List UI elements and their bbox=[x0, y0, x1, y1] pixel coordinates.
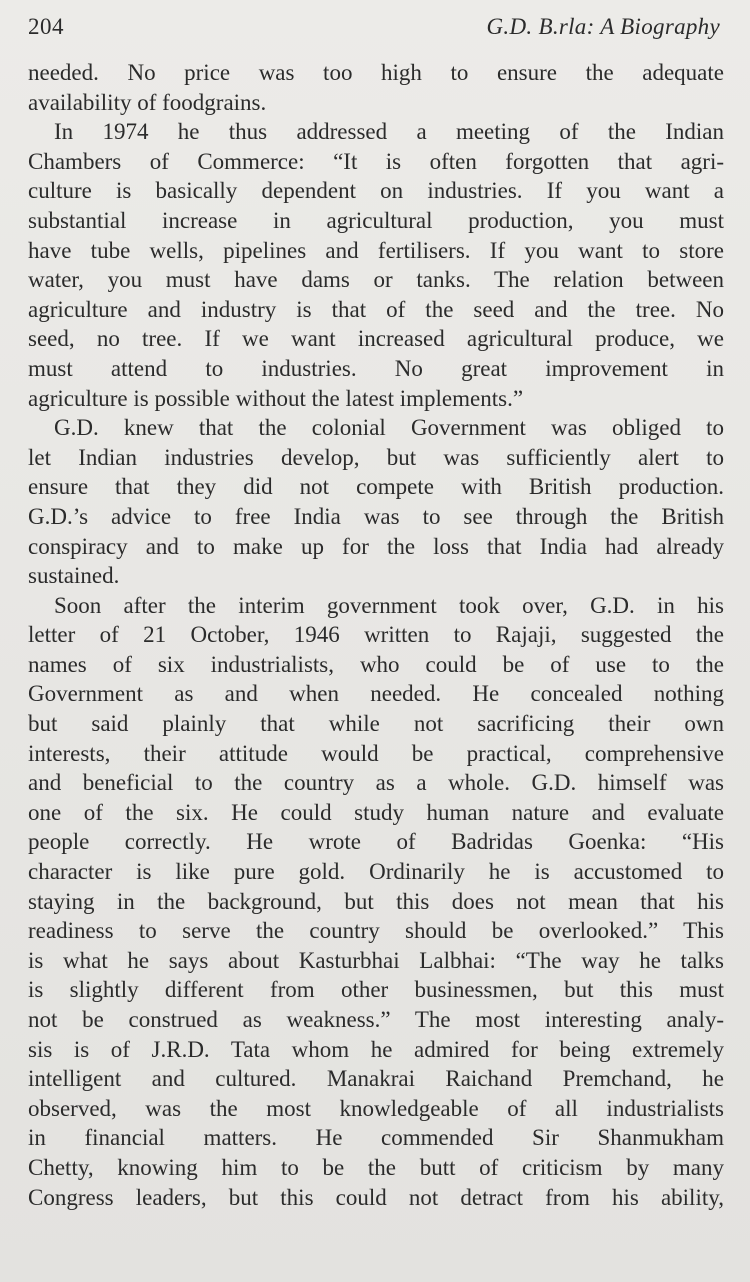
text-line: Chambers of Commerce: “It is often forgotten that agri- bbox=[28, 148, 724, 174]
text-line: G.D.’s advice to free India was to see through the British bbox=[28, 503, 724, 529]
text-line: letter of 21 October, 1946 written to Rajaji, suggested the bbox=[28, 622, 724, 648]
text-line: must attend to industries. No great improvement in bbox=[28, 355, 724, 381]
text-line: and beneficial to the country as a whole. G.D. himself was bbox=[28, 770, 724, 796]
text-line: Soon after the interim government took over, G.D. in his bbox=[54, 592, 724, 618]
text-line: let Indian industries develop, but was sufficiently alert to bbox=[28, 444, 724, 470]
text-line: In 1974 he thus addressed a meeting of the Indian bbox=[54, 119, 724, 145]
text-line: seed, no tree. If we want increased agricultural produce, we bbox=[28, 326, 724, 352]
text-line: interests, their attitude would be practical, comprehensive bbox=[28, 740, 724, 766]
running-head: G.D. B.rla: A Biography bbox=[486, 14, 720, 39]
text-line: observed, was the most knowledgeable of all industrialists bbox=[28, 1095, 724, 1121]
text-line: sis is of J.R.D. Tata whom he admired for being extremely bbox=[28, 1036, 724, 1062]
page-header bbox=[28, 14, 724, 58]
text-line: but said plainly that while not sacrificing their own bbox=[28, 711, 724, 737]
page-number: 204 bbox=[28, 14, 64, 39]
text-line: agriculture is possible without the latest implements.” bbox=[28, 385, 524, 411]
text-line: is slightly different from other businessmen, but this must bbox=[28, 977, 724, 1003]
text-line: agriculture and industry is that of the seed and the tree. No bbox=[28, 296, 724, 322]
text-line: water, you must have dams or tanks. The relation between bbox=[28, 267, 724, 293]
body-text bbox=[28, 58, 724, 1212]
text-line: needed. No price was too high to ensure the adequate bbox=[28, 60, 724, 85]
text-line: in financial matters. He commended Sir Shanmukham bbox=[28, 1125, 724, 1151]
text-line: have tube wells, pipelines and fertilisers. If you want to store bbox=[28, 237, 724, 263]
text-line: sustained. bbox=[28, 563, 120, 589]
text-line: Congress leaders, but this could not detract from his ability, bbox=[28, 1184, 724, 1210]
text-line: names of six industrialists, who could be of use to the bbox=[28, 651, 724, 677]
text-line: readiness to serve the country should be overlooked.” This bbox=[28, 918, 724, 944]
text-line: ensure that they did not compete with British production. bbox=[28, 474, 724, 500]
text-line: substantial increase in agricultural production, you must bbox=[28, 207, 724, 233]
text-line: conspiracy and to make up for the loss that India had already bbox=[28, 533, 724, 559]
text-line: Government as and when needed. He concealed nothing bbox=[28, 681, 724, 707]
text-line: staying in the background, but this does not mean that his bbox=[28, 888, 724, 914]
text-line: intelligent and cultured. Manakrai Raichand Premchand, he bbox=[28, 1066, 724, 1092]
text-line: availability of foodgrains. bbox=[28, 89, 267, 115]
text-line: not be construed as weakness.” The most interesting analy- bbox=[28, 1007, 724, 1032]
text-line: one of the six. He could study human nature and evaluate bbox=[28, 799, 724, 825]
text-line: people correctly. He wrote of Badridas Goenka: “His bbox=[28, 829, 724, 855]
text-line: is what he says about Kasturbhai Lalbhai: “The way he talks bbox=[28, 947, 724, 973]
text-line: culture is basically dependent on industries. If you want a bbox=[28, 178, 724, 204]
text-line: Chetty, knowing him to be the butt of criticism by many bbox=[28, 1154, 724, 1180]
text-line: G.D. knew that the colonial Government was obliged to bbox=[54, 415, 724, 441]
text-line: character is like pure gold. Ordinarily he is accustomed to bbox=[28, 859, 724, 885]
